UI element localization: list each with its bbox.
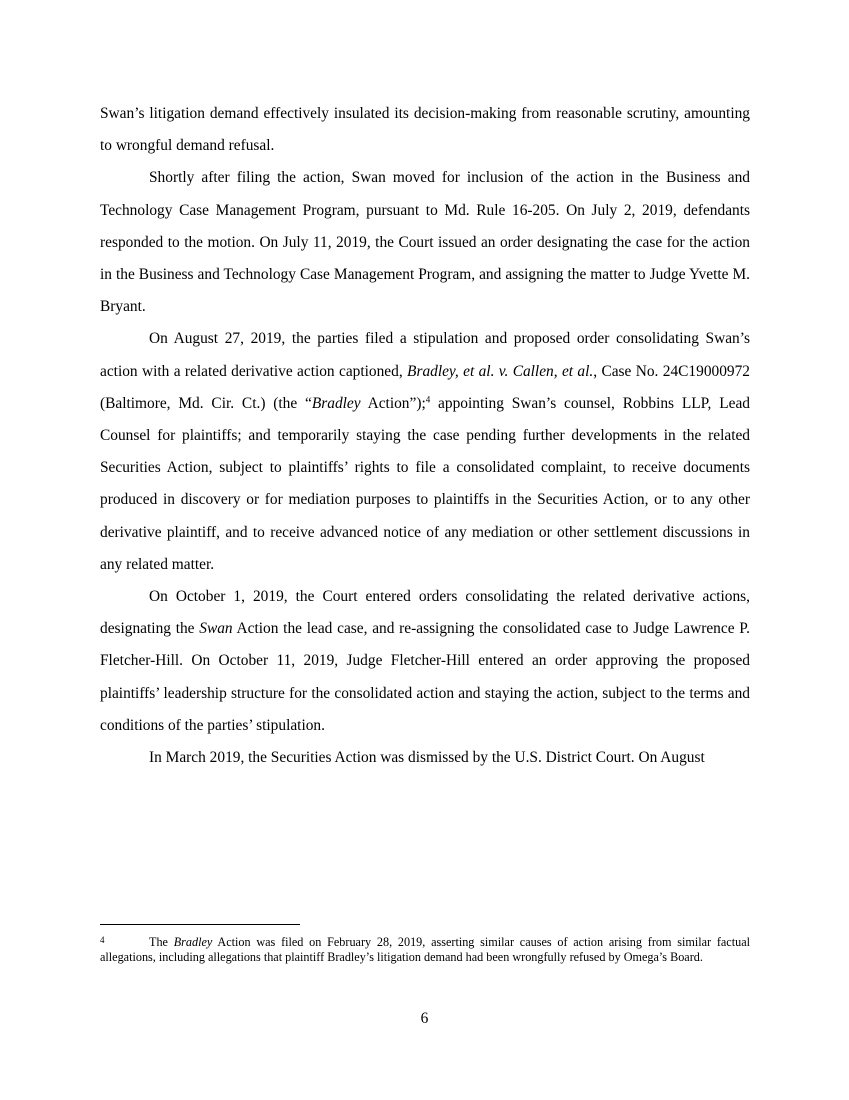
case-name-bradley-v-callen: Bradley, et al. v. Callen, et al. <box>407 362 594 380</box>
footnote-number: 4 <box>100 935 105 945</box>
body-text <box>100 98 750 774</box>
footnote-text-b: Action was filed on February 28, 2019, asserting similar causes of action arising from similar factual allegations, including allegations that plaintiff Bradley’s litigation demand had been wrongfully refused by Omega’s Board. <box>100 935 750 964</box>
swan-italic: Swan <box>199 620 233 638</box>
footnote-4 <box>100 933 750 964</box>
footnote-reference: 4 <box>425 394 431 405</box>
footnote-divider <box>100 924 300 925</box>
paragraph-3-text-a: On August 27, 2019, the parties filed a stipulation and proposed order consolidating Swan’s action with a related derivative action captioned, <box>100 330 750 380</box>
paragraph-4 <box>100 581 750 742</box>
bradley-italic: Bradley <box>311 394 361 412</box>
paragraph-3-text-c: Action”); <box>360 394 426 412</box>
paragraph-3 <box>100 323 750 581</box>
paragraph-3-text-b: , Case No. 24C19000972 (Baltimore, Md. Cir. Ct.) (the “ <box>100 362 750 412</box>
paragraph-4-text-a: On October 1, 2019, the Court entered orders consolidating the related derivative actions, designating the <box>100 588 750 638</box>
footnote-bradley-italic: Bradley <box>173 935 213 950</box>
paragraph-1: Swan’s litigation demand effectively insulated its decision-making from reasonable scrutiny, amounting to wrongful demand refusal. <box>100 105 750 155</box>
paragraph-5: In March 2019, the Securities Action was dismissed by the U.S. District Court. On August <box>149 749 705 767</box>
paragraph-4-text-b: Action the lead case, and re-assigning the consolidated case to Judge Lawrence P. Fletcher-Hill. On October 11, 2019, Judge Fletcher-Hill entered an order approving the proposed plaintiffs’ leadership structure for the consolidated action and staying the action, subject to the terms and conditions of the parties’ stipulation. <box>100 620 750 734</box>
paragraph-2: Shortly after filing the action, Swan moved for inclusion of the action in the Business and Technology Case Management Program, pursuant to Md. Rule 16-205. On July 2, 2019, defendants responded to the motion. On July 11, 2019, the Court issued an order designating the case for the action in the Business and Technology Case Management Program, and assigning the matter to Judge Yvette M. Bryant. <box>100 169 750 316</box>
footnote-text-a: The <box>149 935 174 950</box>
page-number: 6 <box>420 1010 429 1027</box>
paragraph-3-text-d: appointing Swan’s counsel, Robbins LLP, Lead Counsel for plaintiffs; and temporarily staying the case pending further developments in the related Securities Action, subject to plaintiffs’ rights to file a consolidated complaint, to receive documents produced in discovery or for mediation purposes to plaintiffs in the Securities Action, or to any other derivative plaintiff, and to receive advanced notice of any mediation or other settlement discussions in any related matter. <box>100 394 750 573</box>
